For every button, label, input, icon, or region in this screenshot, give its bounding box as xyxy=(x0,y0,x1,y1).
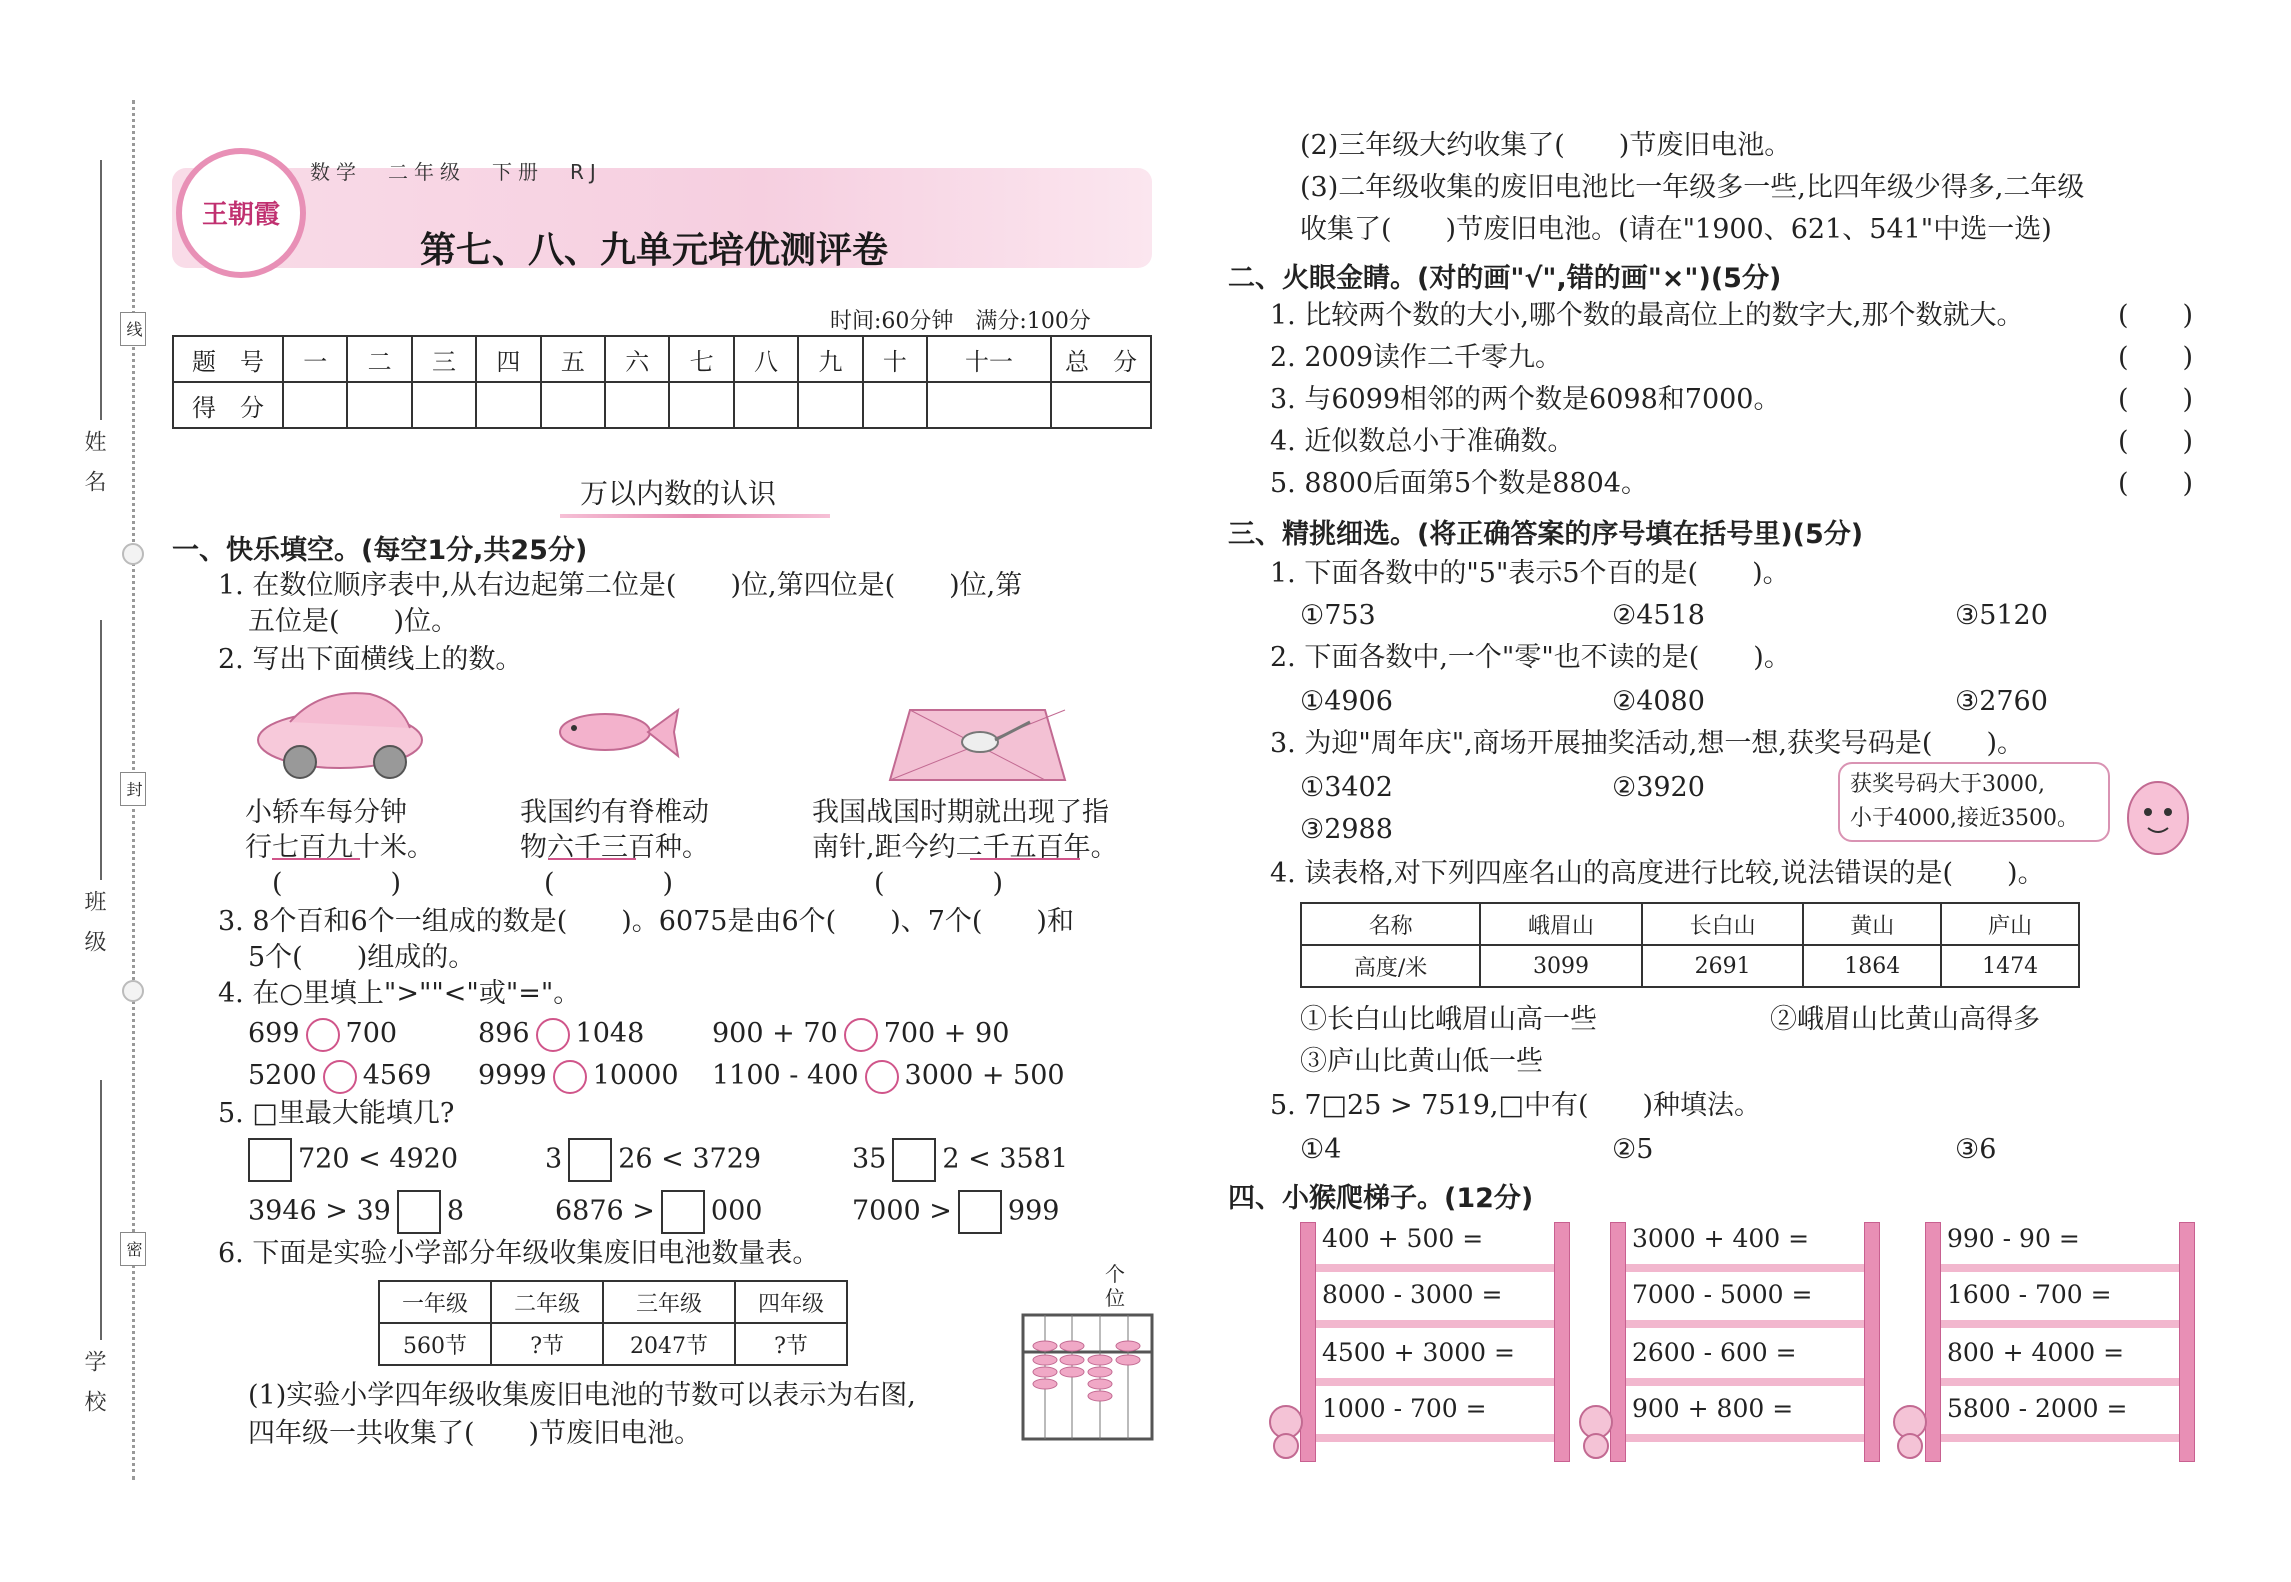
q2-item1-line2: 行七百九十米。 xyxy=(245,832,434,863)
battery-head: 三年级 xyxy=(603,1281,735,1323)
compare-item: 900 + 70 700 + 90 xyxy=(712,1016,1009,1052)
ladder-expr: 2600 - 600 = xyxy=(1632,1338,1797,1367)
answer-paren[interactable]: ( ) xyxy=(272,868,402,899)
section-title-underline xyxy=(560,514,830,518)
digit-box[interactable] xyxy=(661,1190,705,1234)
mountain-cell: 1474 xyxy=(1941,945,2079,987)
mountain-cell: 3099 xyxy=(1480,945,1642,987)
battery-cell: ?节 xyxy=(735,1323,847,1365)
choice-opt[interactable]: ②3920 xyxy=(1612,772,1705,803)
compare-item: 9999 10000 xyxy=(478,1058,679,1094)
monkey-icon xyxy=(1572,1400,1620,1460)
q2-text: 2. 写出下面横线上的数。 xyxy=(218,644,523,675)
choice-opt[interactable]: ③庐山比黄山低一些 xyxy=(1300,1046,1543,1077)
time-info: 时间:60分钟 满分:100分 xyxy=(830,309,1091,334)
digit-item: 7000 > 999 xyxy=(852,1190,1059,1234)
judge-item-4: 4. 近似数总小于准确数。 xyxy=(1270,426,1575,457)
score-header-cell: 五 xyxy=(541,336,605,382)
part2-heading: 二、火眼金睛。(对的画"√",错的画"×")(5分) xyxy=(1228,263,1782,294)
score-header-cell: 十 xyxy=(863,336,927,382)
compare-circle[interactable] xyxy=(865,1060,899,1094)
battery-head: 二年级 xyxy=(491,1281,603,1323)
compare-circle[interactable] xyxy=(306,1018,340,1052)
ladder-2 xyxy=(1610,1222,1880,1462)
part4-heading: 四、小猴爬梯子。(12分) xyxy=(1228,1183,1534,1214)
score-cell[interactable] xyxy=(605,382,669,428)
ladder-expr: 3000 + 400 = xyxy=(1632,1224,1810,1253)
choice-opt[interactable]: ③6 xyxy=(1955,1134,1997,1165)
underline-mark xyxy=(548,858,636,860)
choice-opt[interactable]: ③2760 xyxy=(1955,686,2048,717)
q6-2-text: (2)三年级大约收集了( )节废旧电池。 xyxy=(1300,130,1792,161)
digit-item: 3946 > 39 8 xyxy=(248,1190,464,1234)
fish-illustration xyxy=(550,700,680,770)
q6-1-line1: (1)实验小学四年级收集废旧电池的节数可以表示为右图, xyxy=(248,1380,916,1411)
battery-head: 一年级 xyxy=(379,1281,491,1323)
choice-q3: 3. 为迎"周年庆",商场开展抽奖活动,想一想,获奖号码是( )。 xyxy=(1270,728,2024,759)
hint-line: 小于4000,接近3500。 xyxy=(1850,806,2079,831)
subject-line: 数学 二年级 下册 RJ xyxy=(310,160,602,184)
digit-box[interactable] xyxy=(397,1190,441,1234)
mark-seal-box: 封 xyxy=(120,772,146,806)
score-cell[interactable] xyxy=(283,382,347,428)
binding-hole-icon xyxy=(122,543,144,565)
monkey-icon xyxy=(1262,1400,1310,1460)
ladder-1 xyxy=(1300,1222,1570,1462)
choice-opt[interactable]: ③2988 xyxy=(1300,814,1393,845)
score-cell[interactable] xyxy=(476,382,540,428)
score-cell[interactable] xyxy=(798,382,862,428)
answer-paren[interactable]: ( ) xyxy=(874,868,1004,899)
choice-opt[interactable]: ①长白山比峨眉山高一些 xyxy=(1300,1004,1597,1035)
judge-paren[interactable]: ( ) xyxy=(2118,468,2194,499)
score-cell[interactable] xyxy=(541,382,605,428)
binding-hole-icon xyxy=(122,980,144,1002)
q1-line2: 五位是( )位。 xyxy=(248,606,459,637)
score-header-cell: 六 xyxy=(605,336,669,382)
score-header-cell: 总 分 xyxy=(1051,336,1151,382)
compare-item: 1100 - 400 3000 + 500 xyxy=(712,1058,1065,1094)
ladder-3 xyxy=(1925,1222,2195,1462)
mountain-cell: 高度/米 xyxy=(1301,945,1480,987)
mountain-head: 庐山 xyxy=(1941,903,2079,945)
score-row-label: 得 分 xyxy=(173,382,283,428)
battery-cell: 560节 xyxy=(379,1323,491,1365)
q2-item1-line1: 小轿车每分钟 xyxy=(245,797,407,828)
q2-item3-line1: 我国战国时期就出现了指 xyxy=(812,797,1109,828)
mountain-cell: 1864 xyxy=(1803,945,1941,987)
choice-opt[interactable]: ③5120 xyxy=(1955,600,2048,631)
choice-opt[interactable]: ②峨眉山比黄山高得多 xyxy=(1770,1004,2040,1035)
choice-q5: 5. 7□25 > 7519,□中有( )种填法。 xyxy=(1270,1090,1762,1121)
score-cell[interactable] xyxy=(412,382,476,428)
digit-box[interactable] xyxy=(958,1190,1002,1234)
section-title: 万以内数的认识 xyxy=(580,477,777,510)
score-header-cell: 八 xyxy=(734,336,798,382)
score-header-cell: 题 号 xyxy=(173,336,283,382)
school-label: 学校 xyxy=(81,1350,106,1430)
score-header-cell: 三 xyxy=(412,336,476,382)
q6-text: 6. 下面是实验小学部分年级收集废旧电池数量表。 xyxy=(218,1238,820,1269)
score-header-cell: 四 xyxy=(476,336,540,382)
answer-paren[interactable]: ( ) xyxy=(544,868,674,899)
score-header-cell: 九 xyxy=(798,336,862,382)
q3-line2: 5个( )组成的。 xyxy=(248,942,476,973)
score-table xyxy=(172,335,1152,429)
class-underline xyxy=(100,620,102,880)
class-label: 班级 xyxy=(81,890,106,970)
choice-q1: 1. 下面各数中的"5"表示5个百的是( )。 xyxy=(1270,558,1790,589)
choice-opt[interactable]: ②5 xyxy=(1612,1134,1654,1165)
ladder-expr: 1600 - 700 = xyxy=(1947,1280,2112,1309)
underline-mark xyxy=(970,858,1080,860)
q6-3-line1: (3)二年级收集的废旧电池比一年级多一些,比四年级少得多,二年级 xyxy=(1300,172,2085,203)
score-header-cell: 十一 xyxy=(927,336,1051,382)
judge-item-1: 1. 比较两个数的大小,哪个数的最高位上的数字大,那个数就大。 xyxy=(1270,300,2024,331)
q4-text: 4. 在○里填上">""<"或"="。 xyxy=(218,978,581,1009)
compare-item: 699 700 xyxy=(248,1016,397,1052)
q3-line1: 3. 8个百和6个一组成的数是( )。6075是由6个( )、7个( )和 xyxy=(218,906,1074,937)
score-cell[interactable] xyxy=(669,382,733,428)
hint-bubble xyxy=(1838,762,2110,842)
school-underline xyxy=(100,1080,102,1340)
mountain-head: 长白山 xyxy=(1642,903,1804,945)
choice-opt[interactable]: ②4080 xyxy=(1612,686,1705,717)
judge-paren[interactable]: ( ) xyxy=(2118,342,2194,373)
hint-line: 获奖号码大于3000, xyxy=(1850,772,2045,797)
name-underline xyxy=(100,160,102,420)
q2-item2-line1: 我国约有脊椎动 xyxy=(520,797,709,828)
choice-opt[interactable]: ①3402 xyxy=(1300,772,1393,803)
q5-text: 5. □里最大能填几? xyxy=(218,1098,455,1129)
monkey-icon xyxy=(1886,1400,1934,1460)
page-title: 第七、八、九单元培优测评卷 xyxy=(420,230,889,271)
judge-paren[interactable]: ( ) xyxy=(2118,426,2194,457)
abacus-illustration xyxy=(1020,1312,1155,1442)
battery-cell: 2047节 xyxy=(603,1323,735,1365)
battery-head: 四年级 xyxy=(735,1281,847,1323)
ladder-expr: 7000 - 5000 = xyxy=(1632,1280,1813,1309)
ladder-expr: 800 + 4000 = xyxy=(1947,1338,2125,1367)
q2-item2-line2: 物六千三百种。 xyxy=(520,832,709,863)
score-header-cell: 七 xyxy=(669,336,733,382)
part3-heading: 三、精挑细选。(将正确答案的序号填在括号里)(5分) xyxy=(1228,519,1864,550)
digit-box[interactable] xyxy=(248,1138,292,1182)
digit-box[interactable] xyxy=(892,1138,936,1182)
compare-item: 896 1048 xyxy=(478,1016,644,1052)
choice-q2: 2. 下面各数中,一个"零"也不读的是( )。 xyxy=(1270,642,1791,673)
ladder-expr: 400 + 500 = xyxy=(1322,1224,1484,1253)
ladder-expr: 900 + 800 = xyxy=(1632,1394,1794,1423)
compare-circle[interactable] xyxy=(844,1018,878,1052)
battery-cell: ?节 xyxy=(491,1323,603,1365)
choice-opt[interactable]: ①753 xyxy=(1300,600,1376,631)
publisher-logo xyxy=(176,148,306,278)
compare-item: 5200 4569 xyxy=(248,1058,431,1094)
mountain-head: 峨眉山 xyxy=(1480,903,1642,945)
compare-circle[interactable] xyxy=(553,1060,587,1094)
judge-item-5: 5. 8800后面第5个数是8804。 xyxy=(1270,468,1648,499)
digit-item: 35 2 < 3581 xyxy=(852,1138,1068,1182)
choice-q4: 4. 读表格,对下列四座名山的高度进行比较,说法错误的是( )。 xyxy=(1270,858,2045,889)
score-cell[interactable] xyxy=(734,382,798,428)
digit-item: 3 26 < 3729 xyxy=(545,1138,761,1182)
mascot-icon xyxy=(2118,760,2198,860)
mountain-head: 黄山 xyxy=(1803,903,1941,945)
q6-3-line2: 收集了( )节废旧电池。(请在"1900、621、541"中选一选) xyxy=(1300,214,2052,245)
choice-opt[interactable]: ①4 xyxy=(1300,1134,1342,1165)
mark-line-box: 线 xyxy=(120,312,146,346)
score-header-cell: 二 xyxy=(347,336,411,382)
mountain-table xyxy=(1300,902,2080,988)
digit-item: 720 < 4920 xyxy=(248,1138,458,1182)
q1-line1: 1. 在数位顺序表中,从右边起第二位是( )位,第四位是( )位,第 xyxy=(218,570,1023,601)
ladder-expr: 8000 - 3000 = xyxy=(1322,1280,1503,1309)
underline-mark xyxy=(272,858,360,860)
digit-item: 6876 > 000 xyxy=(555,1190,762,1234)
ladder-expr: 1000 - 700 = xyxy=(1322,1394,1487,1423)
car-illustration xyxy=(250,680,430,780)
digit-box[interactable] xyxy=(568,1138,612,1182)
compass-illustration xyxy=(880,700,1075,790)
judge-item-2: 2. 2009读作二千零九。 xyxy=(1270,342,1563,373)
choice-opt[interactable]: ①4906 xyxy=(1300,686,1393,717)
judge-item-3: 3. 与6099相邻的两个数是6098和7000。 xyxy=(1270,384,1781,415)
score-cell[interactable] xyxy=(1051,382,1151,428)
mark-secret-box: 密 xyxy=(120,1232,146,1266)
score-header-cell: 一 xyxy=(283,336,347,382)
q2-item3-line2: 南针,距今约二千五百年。 xyxy=(812,832,1118,863)
judge-paren[interactable]: ( ) xyxy=(2118,300,2194,331)
mountain-cell: 2691 xyxy=(1642,945,1804,987)
score-cell[interactable] xyxy=(927,382,1051,428)
score-cell[interactable] xyxy=(347,382,411,428)
logo-text: 王朝霞 xyxy=(201,200,280,230)
compare-circle[interactable] xyxy=(536,1018,570,1052)
name-label: 姓名 xyxy=(81,430,106,510)
mountain-head: 名称 xyxy=(1301,903,1480,945)
ladder-expr: 5800 - 2000 = xyxy=(1947,1394,2128,1423)
judge-paren[interactable]: ( ) xyxy=(2118,384,2194,415)
choice-opt[interactable]: ②4518 xyxy=(1612,600,1705,631)
ladder-expr: 990 - 90 = xyxy=(1947,1224,2080,1253)
compare-circle[interactable] xyxy=(323,1060,357,1094)
score-cell[interactable] xyxy=(863,382,927,428)
part1-heading: 一、快乐填空。(每空1分,共25分) xyxy=(172,535,588,566)
ladder-expr: 4500 + 3000 = xyxy=(1322,1338,1515,1367)
q6-1-line2: 四年级一共收集了( )节废旧电池。 xyxy=(248,1418,702,1449)
battery-table xyxy=(378,1280,848,1366)
abacus-label: 个位 xyxy=(1105,1262,1125,1310)
